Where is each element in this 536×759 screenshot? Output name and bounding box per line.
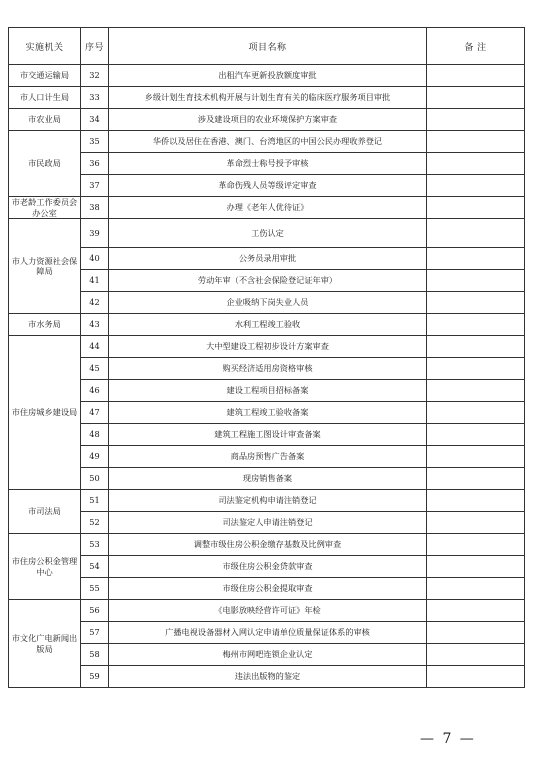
seq-cell: 32 <box>81 65 109 87</box>
item-name-cell: 调整市级住房公积金缴存基数及比例审查 <box>109 534 427 556</box>
table-row <box>9 87 525 109</box>
table-row <box>9 65 525 87</box>
item-name-cell: 市级住房公积金提取审查 <box>109 578 427 600</box>
note-cell <box>427 292 525 314</box>
table-header-row <box>9 28 525 65</box>
table-row <box>9 468 525 490</box>
item-name-cell: 建筑工程竣工验收备案 <box>109 402 427 424</box>
table-row <box>9 219 525 248</box>
agency-cell: 市水务局 <box>9 314 81 336</box>
note-cell <box>427 380 525 402</box>
note-cell <box>427 219 525 248</box>
seq-cell: 38 <box>81 197 109 219</box>
item-name-cell: 大中型建设工程初步设计方案审查 <box>109 336 427 358</box>
item-name-cell: 梅州市网吧连锁企业认定 <box>109 644 427 666</box>
note-cell <box>427 468 525 490</box>
item-name-cell: 工伤认定 <box>109 219 427 248</box>
seq-cell: 41 <box>81 270 109 292</box>
item-name-cell: 建设工程项目招标备案 <box>109 380 427 402</box>
seq-cell: 37 <box>81 175 109 197</box>
table-row <box>9 358 525 380</box>
item-name-cell: 公务员录用审批 <box>109 248 427 270</box>
note-cell <box>427 578 525 600</box>
seq-cell: 39 <box>81 219 109 248</box>
table-row <box>9 248 525 270</box>
agency-cell: 市交通运输局 <box>9 65 81 87</box>
item-name-cell: 商品房预售广告备案 <box>109 446 427 468</box>
note-cell <box>427 153 525 175</box>
table-row <box>9 109 525 131</box>
table-row <box>9 534 525 556</box>
note-cell <box>427 556 525 578</box>
item-name-cell: 革命烈士称号授予审核 <box>109 153 427 175</box>
note-cell <box>427 131 525 153</box>
table-row <box>9 622 525 644</box>
agency-cell: 市老龄工作委员会办公室 <box>9 197 81 219</box>
item-name-cell: 建筑工程施工图设计审查备案 <box>109 424 427 446</box>
note-cell <box>427 446 525 468</box>
seq-cell: 55 <box>81 578 109 600</box>
item-name-cell: 违法出版物的鉴定 <box>109 666 427 688</box>
item-name-cell: 司法鉴定机构申请注销登记 <box>109 490 427 512</box>
seq-cell: 43 <box>81 314 109 336</box>
item-name-cell: 现房销售备案 <box>109 468 427 490</box>
item-name-cell: 涉及建设项目的农业环境保护方案审查 <box>109 109 427 131</box>
note-cell <box>427 248 525 270</box>
seq-cell: 57 <box>81 622 109 644</box>
item-name-cell: 劳动年审（不含社会保险登记证年审） <box>109 270 427 292</box>
table-row <box>9 600 525 622</box>
note-cell <box>427 490 525 512</box>
agency-cell: 市人力资源社会保障局 <box>9 219 81 314</box>
header-item: 项目名称 <box>109 28 427 65</box>
agency-cell: 市文化广电新闻出版局 <box>9 600 81 688</box>
item-name-cell: 市级住房公积金贷款审查 <box>109 556 427 578</box>
seq-cell: 53 <box>81 534 109 556</box>
seq-cell: 54 <box>81 556 109 578</box>
table-row <box>9 314 525 336</box>
note-cell <box>427 270 525 292</box>
note-cell <box>427 644 525 666</box>
seq-cell: 36 <box>81 153 109 175</box>
note-cell <box>427 65 525 87</box>
page-number: — 7 — <box>420 731 476 747</box>
table-row <box>9 336 525 358</box>
note-cell <box>427 175 525 197</box>
table-row <box>9 446 525 468</box>
item-name-cell: 水利工程竣工验收 <box>109 314 427 336</box>
item-name-cell: 乡级计划生育技术机构开展与计划生育有关的临床医疗服务项目审批 <box>109 87 427 109</box>
table-row <box>9 512 525 534</box>
seq-cell: 42 <box>81 292 109 314</box>
header-agency: 实施机关 <box>9 28 81 65</box>
seq-cell: 34 <box>81 109 109 131</box>
table-row <box>9 666 525 688</box>
seq-cell: 49 <box>81 446 109 468</box>
seq-cell: 33 <box>81 87 109 109</box>
item-name-cell: 司法鉴定人申请注销登记 <box>109 512 427 534</box>
header-seq: 序号 <box>81 28 109 65</box>
table-row <box>9 197 525 219</box>
seq-cell: 46 <box>81 380 109 402</box>
item-name-cell: 《电影放映经营许可证》年检 <box>109 600 427 622</box>
table-row <box>9 644 525 666</box>
table-row <box>9 292 525 314</box>
item-name-cell: 办理《老年人优待证》 <box>109 197 427 219</box>
seq-cell: 51 <box>81 490 109 512</box>
note-cell <box>427 358 525 380</box>
agency-cell: 市司法局 <box>9 490 81 534</box>
seq-cell: 44 <box>81 336 109 358</box>
note-cell <box>427 197 525 219</box>
seq-cell: 47 <box>81 402 109 424</box>
table-row <box>9 131 525 153</box>
note-cell <box>427 314 525 336</box>
item-name-cell: 出租汽车更新投放额度审批 <box>109 65 427 87</box>
table-row <box>9 175 525 197</box>
note-cell <box>427 512 525 534</box>
note-cell <box>427 336 525 358</box>
seq-cell: 56 <box>81 600 109 622</box>
item-name-cell: 购买经济适用房资格审核 <box>109 358 427 380</box>
seq-cell: 58 <box>81 644 109 666</box>
header-note: 备 注 <box>427 28 525 65</box>
seq-cell: 35 <box>81 131 109 153</box>
table-row <box>9 270 525 292</box>
note-cell <box>427 534 525 556</box>
table-row <box>9 380 525 402</box>
note-cell <box>427 666 525 688</box>
agency-cell: 市住房城乡建设局 <box>9 336 81 490</box>
table-row <box>9 556 525 578</box>
agency-cell: 市住房公积金管理中心 <box>9 534 81 600</box>
note-cell <box>427 600 525 622</box>
table-row <box>9 490 525 512</box>
table-body <box>9 65 525 688</box>
approval-items-table <box>8 27 525 688</box>
table-row <box>9 153 525 175</box>
note-cell <box>427 109 525 131</box>
note-cell <box>427 402 525 424</box>
table-row <box>9 578 525 600</box>
table-row <box>9 402 525 424</box>
note-cell <box>427 424 525 446</box>
seq-cell: 45 <box>81 358 109 380</box>
seq-cell: 40 <box>81 248 109 270</box>
table-row <box>9 424 525 446</box>
seq-cell: 48 <box>81 424 109 446</box>
seq-cell: 50 <box>81 468 109 490</box>
agency-cell: 市农业局 <box>9 109 81 131</box>
agency-cell: 市人口计生局 <box>9 87 81 109</box>
item-name-cell: 企业吸纳下岗失业人员 <box>109 292 427 314</box>
note-cell <box>427 622 525 644</box>
agency-cell: 市民政局 <box>9 131 81 197</box>
item-name-cell: 广播电视设备器材入网认定申请单位质量保证体系的审核 <box>109 622 427 644</box>
item-name-cell: 革命伤残人员等级评定审查 <box>109 175 427 197</box>
seq-cell: 52 <box>81 512 109 534</box>
seq-cell: 59 <box>81 666 109 688</box>
note-cell <box>427 87 525 109</box>
item-name-cell: 华侨以及居住在香港、澳门、台湾地区的中国公民办理收养登记 <box>109 131 427 153</box>
